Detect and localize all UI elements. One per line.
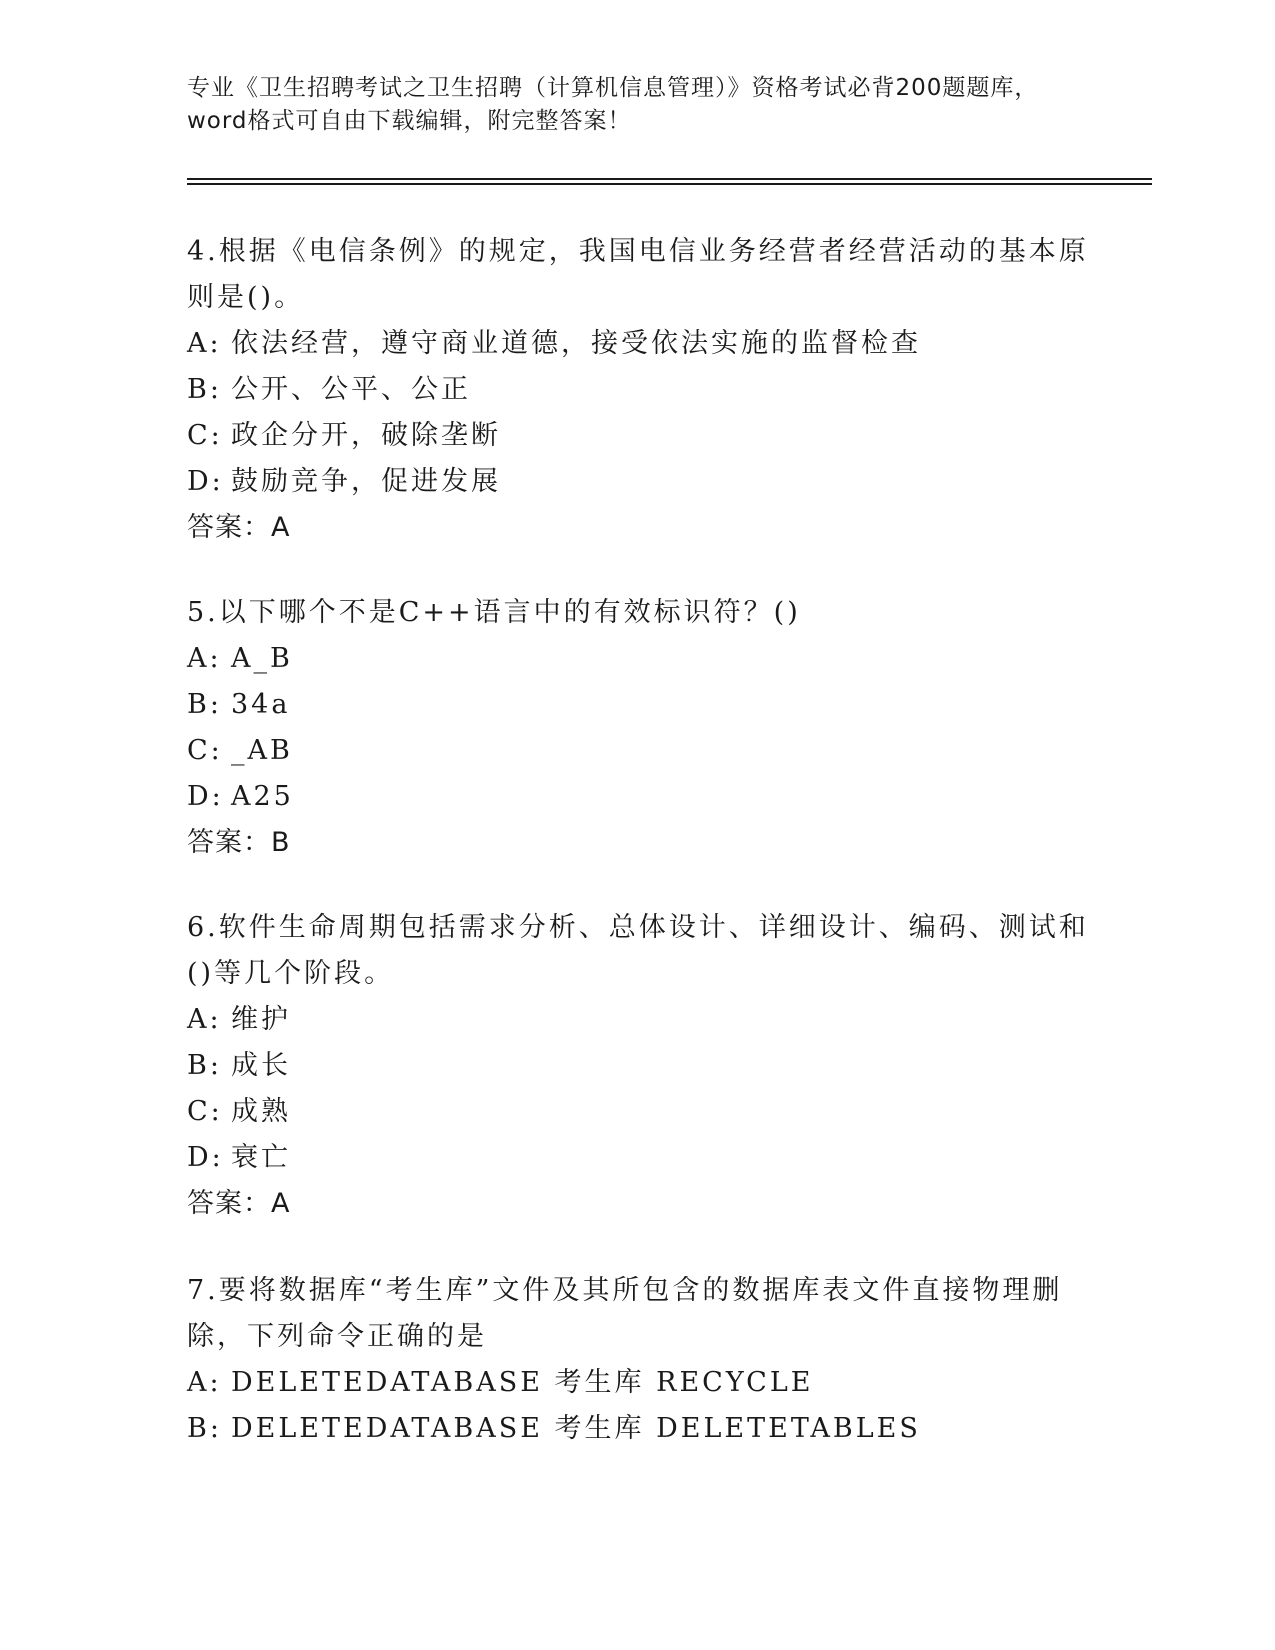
question-stem-line: 7.要将数据库“考生库”文件及其所包含的数据库表文件直接物理删: [187, 1275, 1063, 1306]
option-text: 成熟: [231, 1096, 291, 1127]
question-6: [187, 905, 1089, 1227]
question-7: [187, 1268, 1067, 1452]
question-stem-line: 则是()。: [187, 282, 305, 313]
question-stem-line: 4.根据《电信条例》的规定，我国电信业务经营者经营活动的基本原: [187, 236, 1089, 267]
header-title-line-1: 专业《卫生招聘考试之卫生招聘（计算机信息管理）》资格考试必背200题题库，: [187, 75, 1039, 101]
answer-line: 答案：A: [187, 512, 291, 543]
option-key: B:: [187, 1050, 222, 1081]
option-b: [187, 367, 1067, 413]
header-title-line-2: word格式可自由下载编辑，附完整答案！: [187, 108, 632, 134]
header-divider-bottom: [187, 183, 1152, 185]
answer-line: 答案：A: [187, 1188, 291, 1219]
question-stem-line: 5.以下哪个不是C++语言中的有效标识符？(): [187, 597, 801, 628]
option-key: B:: [187, 689, 222, 720]
option-d: [187, 774, 1067, 820]
option-text: DELETEDATABASE 考生库 DELETETABLES: [231, 1413, 921, 1444]
option-text: 34a: [231, 689, 291, 720]
option-b: [187, 1043, 1067, 1089]
option-key: D:: [187, 781, 224, 812]
option-text: 政企分开，破除垄断: [231, 420, 501, 451]
option-text: 成长: [231, 1050, 291, 1081]
answer-line: 答案：B: [187, 827, 291, 858]
option-text: _AB: [231, 735, 293, 766]
option-key: C:: [187, 1096, 223, 1127]
option-key: B:: [187, 374, 222, 405]
option-c: [187, 413, 1067, 459]
question-5: [187, 590, 1067, 866]
option-text: 衰亡: [231, 1142, 291, 1173]
option-text: 鼓励竞争，促进发展: [231, 466, 501, 497]
option-key: D:: [187, 466, 224, 497]
option-d: [187, 1135, 1067, 1181]
option-a: [187, 997, 1067, 1043]
option-a: [187, 1360, 1067, 1406]
option-text: 公开、公平、公正: [231, 374, 471, 405]
option-text: 维护: [231, 1004, 291, 1035]
option-key: C:: [187, 735, 223, 766]
option-text: A25: [231, 781, 294, 812]
option-text: 依法经营，遵守商业道德，接受依法实施的监督检查: [231, 328, 921, 359]
option-key: A:: [187, 328, 222, 359]
option-key: C:: [187, 420, 223, 451]
option-a: [187, 321, 1067, 367]
question-4: [187, 229, 1089, 551]
option-a: [187, 636, 1067, 682]
option-b: [187, 1406, 1067, 1452]
option-key: A:: [187, 1367, 222, 1398]
question-stem-line: 除，下列命令正确的是: [187, 1321, 487, 1352]
header-divider-top: [187, 178, 1152, 180]
question-stem-line: 6.软件生命周期包括需求分析、总体设计、详细设计、编码、测试和: [187, 912, 1089, 943]
option-key: A:: [187, 1004, 222, 1035]
option-key: B:: [187, 1413, 222, 1444]
option-c: [187, 1089, 1067, 1135]
option-c: [187, 728, 1067, 774]
document-header: [187, 72, 1087, 138]
option-key: A:: [187, 643, 222, 674]
option-text: DELETEDATABASE 考生库 RECYCLE: [231, 1367, 814, 1398]
option-text: A_B: [231, 643, 293, 674]
option-key: D:: [187, 1142, 224, 1173]
question-stem-line: ()等几个阶段。: [187, 958, 395, 989]
option-d: [187, 459, 1067, 505]
option-b: [187, 682, 1067, 728]
